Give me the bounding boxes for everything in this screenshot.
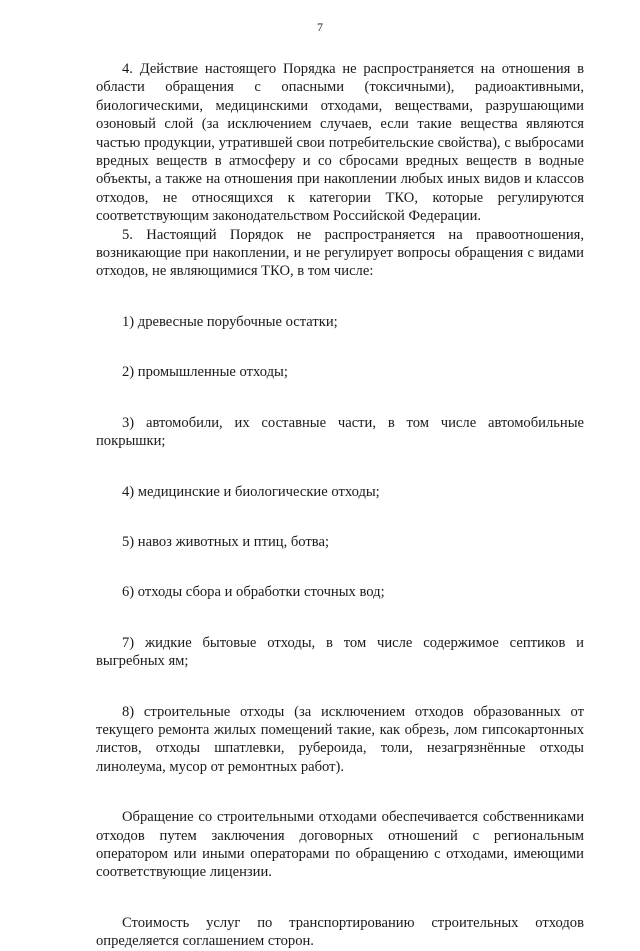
list-item: 5) навоз животных и птиц, ботва; [122, 533, 330, 550]
paragraph-5: 5. Настоящий Порядок не распространяется на правоотношения, возникающие при накоплении, и не регулирует вопросы обращения с видами отходов, не являющимися ТКО, в том числе: [96, 226, 584, 280]
list-item: 6) отходы сбора и обработки сточных вод; [122, 584, 385, 601]
list-item: 7) жидкие бытовые отходы, в том числе содержимое септиков и выгребных ям; [96, 634, 584, 670]
list-item: 4) медицинские и биологические отходы; [122, 483, 380, 500]
page-number: 7 [317, 20, 323, 34]
cost-paragraph: Стоимость услуг по транспортированию строительных отходов определяется соглашением сторон. [96, 914, 584, 950]
document-body [96, 60, 584, 951]
list-item: 3) автомобили, их составные части, в том числе автомобильные покрышки; [96, 414, 584, 450]
paragraph-4: 4. Действие настоящего Порядка не распространяется на отношения в области обращения с опасными (токсичными), радиоактивными, биологическими, медицинскими отходами, веществами, разрушающими озоновый слой (за исключением случаев, если такие вещества являются частью продукции, утратившей свои потребительские свойства), с выбросами вредных веществ в атмосферу и со сбросами вредных веществ в водные объекты, а также на отношения при накоплении любых иных видов и классов отходов, не относящихся к категории ТКО, которые регулируются соответствующим законодательством Российской Федерации. [96, 61, 584, 225]
list-item: 2) промышленные отходы; [122, 364, 288, 381]
list-item: 8) строительные отходы (за исключением отходов образованных от текущего ремонта жилых помещений такие, как обрезь, лом гипсокартонных листов, отходы шпатлевки, рубероида, толи, незагрязнённые отходы линолеума, мусор от ремонтных работ). [96, 703, 584, 775]
construction-waste-paragraph: Обращение со строительными отходами обеспечивается собственниками отходов путем заключения договорных отношений с региональным оператором или иными операторами по обращению с отходами, имеющими соответствующие лицензии. [96, 809, 584, 881]
list-item: 1) древесные порубочные остатки; [122, 313, 338, 330]
